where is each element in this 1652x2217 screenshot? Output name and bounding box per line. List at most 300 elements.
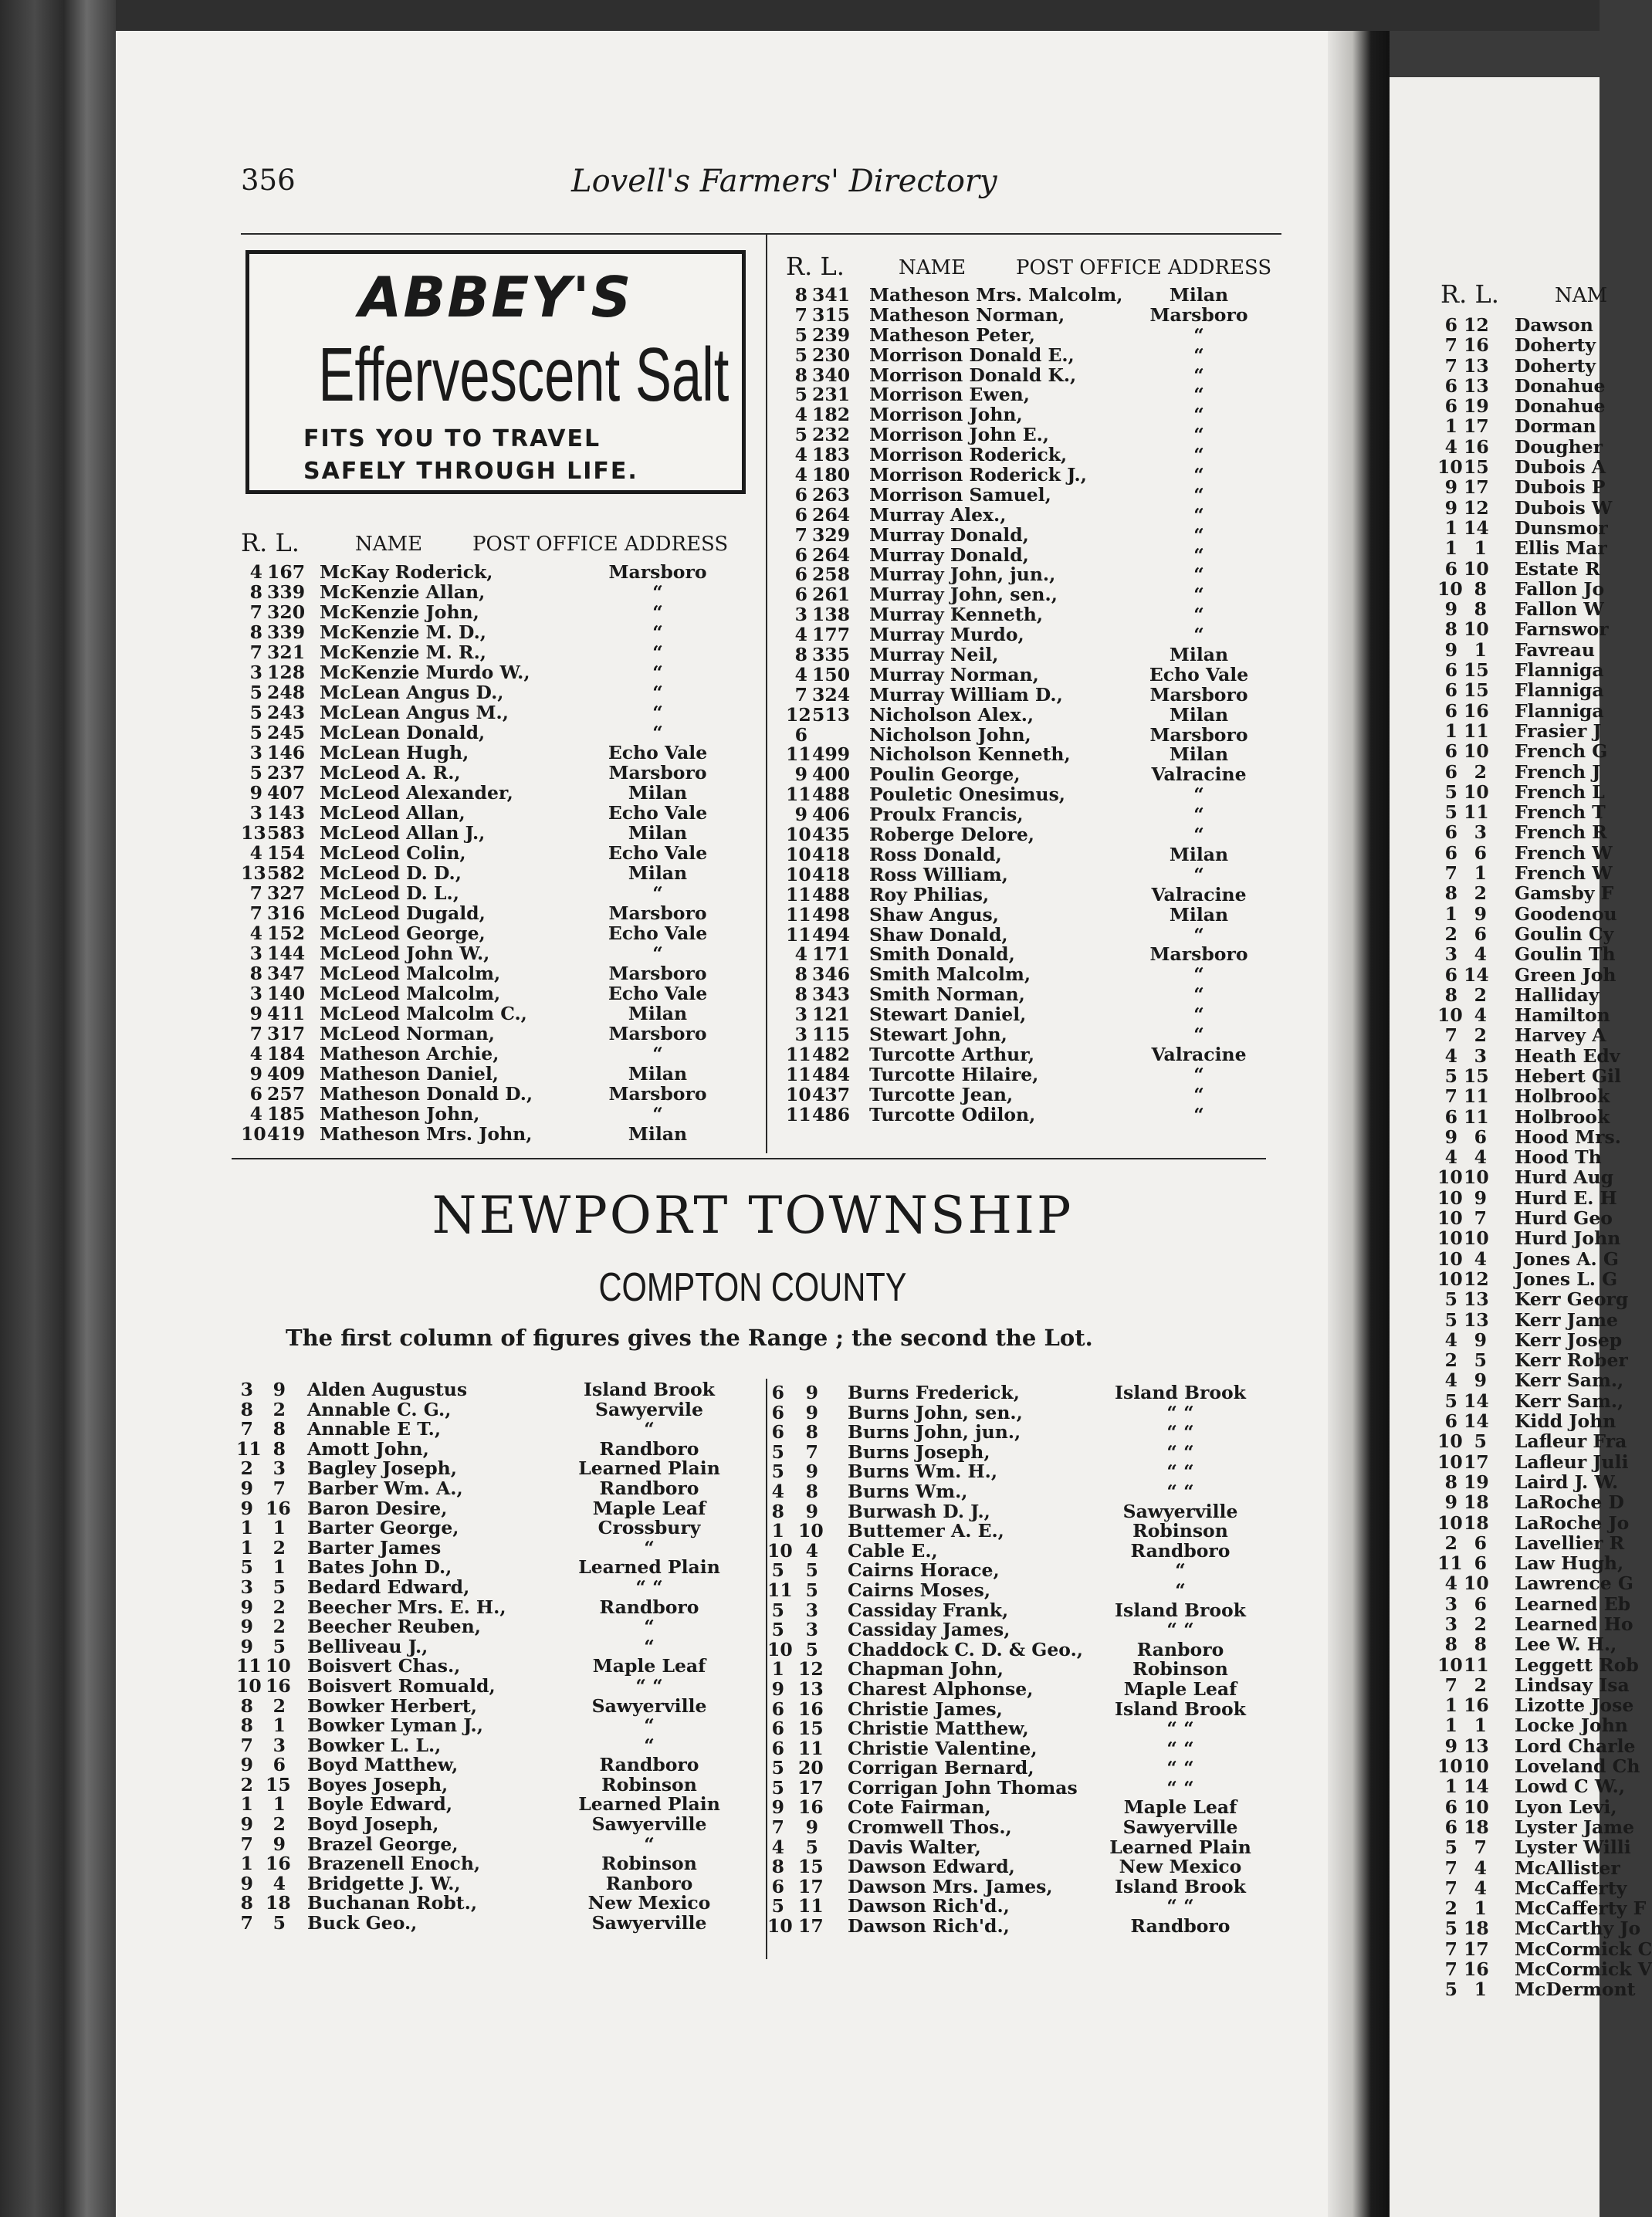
name: Murray John, jun., bbox=[869, 564, 1056, 586]
range: 3 bbox=[1444, 1613, 1457, 1635]
name: Murray Alex., bbox=[869, 503, 1007, 526]
range: 8 bbox=[249, 963, 262, 984]
name: Matheson Mrs. John, bbox=[320, 1123, 533, 1145]
list-item bbox=[786, 323, 1280, 346]
name: McLeod Norman, bbox=[320, 1023, 495, 1044]
lot: 15 bbox=[798, 1718, 824, 1740]
name: Jones L. G bbox=[1515, 1268, 1618, 1290]
list-item bbox=[236, 1400, 738, 1420]
address: “ bbox=[644, 1833, 655, 1855]
address: Marsboro bbox=[608, 561, 707, 583]
lot: 17 bbox=[1464, 476, 1489, 499]
range: 7 bbox=[240, 1912, 253, 1934]
lot: 3 bbox=[1474, 1044, 1487, 1067]
list-item bbox=[786, 303, 1280, 326]
range: 13 bbox=[241, 822, 266, 844]
lot: 2 bbox=[273, 1536, 286, 1559]
name: Bowker Herbert, bbox=[307, 1694, 477, 1717]
address: “ bbox=[1175, 1559, 1186, 1582]
address: Randboro bbox=[1130, 1915, 1231, 1938]
lot: 8 bbox=[805, 1421, 818, 1444]
name: Doherty bbox=[1515, 354, 1596, 377]
range: 6 bbox=[771, 1382, 784, 1403]
lot: 16 bbox=[1464, 1694, 1489, 1717]
name: Matheson Mrs. Malcolm, bbox=[869, 284, 1123, 306]
range: 12 bbox=[786, 703, 811, 726]
address: “ bbox=[1193, 564, 1204, 586]
lot: 437 bbox=[812, 1083, 851, 1105]
range: 6 bbox=[1444, 841, 1457, 864]
range: 9 bbox=[240, 1477, 253, 1499]
name: Donahue bbox=[1515, 374, 1606, 397]
address: Robinson bbox=[601, 1773, 697, 1796]
lot: 184 bbox=[267, 1043, 306, 1064]
address: Milan bbox=[628, 1063, 688, 1085]
advertisement-box bbox=[245, 250, 746, 494]
address: “ bbox=[1193, 983, 1204, 1006]
range: 9 bbox=[249, 1003, 262, 1024]
lot: 486 bbox=[812, 1103, 851, 1125]
lot: 264 bbox=[812, 543, 851, 566]
lot: 17 bbox=[798, 1776, 824, 1799]
lot: 406 bbox=[812, 804, 851, 826]
address: Milan bbox=[628, 1003, 688, 1024]
list-item bbox=[767, 1897, 1269, 1917]
address: Robinson bbox=[601, 1853, 697, 1875]
list-item bbox=[241, 1064, 743, 1084]
address: Island Brook bbox=[1115, 1382, 1246, 1403]
address: Sawyerville bbox=[1122, 1816, 1238, 1839]
address: “ bbox=[652, 682, 663, 703]
name: Barter George, bbox=[307, 1517, 459, 1539]
range: 4 bbox=[794, 663, 807, 685]
directory-list-bottom-left bbox=[236, 1380, 738, 1934]
address: Learned Plain bbox=[1109, 1836, 1251, 1858]
name: Hood Mrs. bbox=[1515, 1125, 1621, 1148]
list-item bbox=[786, 585, 1280, 605]
range: 10 bbox=[1437, 456, 1463, 479]
list-item bbox=[767, 1818, 1269, 1838]
name: Laird J. W. bbox=[1515, 1471, 1619, 1493]
name: Donahue bbox=[1515, 395, 1606, 418]
range: 10 bbox=[1437, 1004, 1463, 1027]
list-item bbox=[767, 1719, 1269, 1739]
lot: 12 bbox=[1464, 314, 1489, 336]
range: 4 bbox=[249, 1043, 262, 1064]
address: “ bbox=[644, 1714, 655, 1737]
lot: 154 bbox=[267, 842, 306, 864]
list-item bbox=[236, 1637, 738, 1657]
lot: 11 bbox=[1464, 1105, 1489, 1128]
name: Doherty bbox=[1515, 334, 1596, 357]
name: Charest Alphonse, bbox=[848, 1677, 1034, 1700]
name: Ross Donald, bbox=[869, 843, 1002, 865]
list-item bbox=[241, 1024, 743, 1044]
lot: 2 bbox=[273, 1596, 286, 1618]
range: 7 bbox=[771, 1816, 784, 1839]
name: Dawson Mrs. James, bbox=[848, 1875, 1053, 1897]
name: Morrison Roderick J., bbox=[869, 464, 1087, 486]
range: 8 bbox=[794, 963, 807, 986]
name: Morrison Donald K., bbox=[869, 364, 1077, 386]
lot: 9 bbox=[805, 1500, 818, 1522]
lot: 2 bbox=[273, 1398, 286, 1420]
name: Buck Geo., bbox=[307, 1912, 418, 1934]
list-item bbox=[241, 903, 743, 923]
range: 10 bbox=[767, 1539, 793, 1562]
lot: 498 bbox=[812, 903, 851, 926]
range: 2 bbox=[1444, 1897, 1457, 1920]
address: Valracine bbox=[1151, 1043, 1247, 1065]
address: “ bbox=[1193, 543, 1204, 566]
range: 1 bbox=[771, 1658, 784, 1681]
lot: 4 bbox=[1474, 1877, 1487, 1899]
lot: 10 bbox=[1464, 557, 1489, 580]
lot: 7 bbox=[805, 1440, 818, 1463]
name: Cairns Horace, bbox=[848, 1559, 1000, 1582]
name: Poulin George, bbox=[869, 763, 1021, 786]
range: 5 bbox=[771, 1440, 784, 1463]
name: Ross William, bbox=[869, 863, 1008, 885]
list-item bbox=[236, 1874, 738, 1894]
name: Hurd E. H bbox=[1515, 1186, 1617, 1209]
name: French R bbox=[1515, 821, 1607, 844]
ad-tagline-2: SAFELY THROUGH LIFE. bbox=[303, 458, 638, 485]
lot: 18 bbox=[1464, 1491, 1489, 1514]
list-item bbox=[236, 1815, 738, 1835]
lot: 411 bbox=[267, 1003, 306, 1024]
range: 6 bbox=[1444, 679, 1457, 702]
lot: 339 bbox=[267, 581, 306, 603]
name: Turcotte Odilon, bbox=[869, 1103, 1036, 1125]
range: 4 bbox=[771, 1836, 784, 1858]
lot: 343 bbox=[812, 983, 851, 1006]
range: 10 bbox=[1437, 1450, 1463, 1473]
lot: 321 bbox=[267, 641, 306, 663]
lot: 152 bbox=[267, 922, 306, 944]
name: French G bbox=[1515, 740, 1608, 763]
address: “ bbox=[1193, 344, 1204, 366]
name: McLeod Malcolm C., bbox=[320, 1003, 527, 1024]
list-item bbox=[236, 1538, 738, 1559]
list-item bbox=[241, 843, 743, 863]
name: Boyes Joseph, bbox=[307, 1773, 449, 1796]
range: 10 bbox=[1437, 1227, 1463, 1250]
name: McCormick V bbox=[1515, 1958, 1652, 1981]
range: 8 bbox=[240, 1694, 253, 1717]
name: Proulx Francis, bbox=[869, 804, 1024, 826]
name: Lowd C W., bbox=[1515, 1775, 1626, 1798]
lot: 9 bbox=[1474, 1186, 1487, 1209]
name: Harvey A bbox=[1515, 1024, 1606, 1047]
address: Ranboro bbox=[605, 1872, 693, 1894]
lot: 10 bbox=[1464, 1227, 1489, 1250]
range: 6 bbox=[771, 1737, 784, 1759]
range: 1 bbox=[1444, 537, 1457, 560]
list-item bbox=[786, 425, 1280, 445]
lot: 6 bbox=[1474, 1125, 1487, 1148]
address: Robinson bbox=[1132, 1658, 1228, 1681]
lot: 1 bbox=[273, 1793, 286, 1816]
lot: 3 bbox=[273, 1457, 286, 1480]
name: Morrison Samuel, bbox=[869, 483, 1051, 506]
list-item bbox=[786, 785, 1280, 805]
lot: 340 bbox=[812, 364, 851, 386]
range: 10 bbox=[1437, 1653, 1463, 1676]
range: 7 bbox=[249, 882, 262, 904]
list-item bbox=[767, 1462, 1269, 1482]
list-item bbox=[767, 1521, 1269, 1542]
address: “ “ bbox=[635, 1576, 663, 1598]
range: 1 bbox=[240, 1536, 253, 1559]
lot: 245 bbox=[267, 722, 306, 743]
list-item bbox=[241, 702, 743, 723]
lot: 14 bbox=[1464, 1775, 1489, 1798]
lot: 7 bbox=[1474, 1207, 1487, 1230]
lot: 347 bbox=[267, 963, 306, 984]
lot: 1 bbox=[1474, 638, 1487, 661]
name: Cassiday James, bbox=[848, 1619, 1010, 1641]
name: Lyon Levi, bbox=[1515, 1796, 1617, 1818]
name: Boyd Matthew, bbox=[307, 1754, 459, 1776]
range: 9 bbox=[249, 1063, 262, 1085]
lot: 18 bbox=[266, 1892, 291, 1914]
name: Bowker L. L., bbox=[307, 1734, 442, 1756]
name: Matheson Archie, bbox=[320, 1043, 499, 1064]
lot: 18 bbox=[1464, 1816, 1489, 1838]
section-note: The first column of figures gives the Range ; the second the Lot. bbox=[286, 1325, 1093, 1351]
range: 2 bbox=[1444, 922, 1457, 945]
address: Marsboro bbox=[1149, 683, 1248, 706]
name: Lizotte Jose bbox=[1515, 1694, 1634, 1717]
ad-product: Effervescent Salt bbox=[318, 332, 730, 417]
address: “ “ bbox=[1166, 1421, 1194, 1444]
lot: 315 bbox=[812, 303, 851, 326]
name: Annable C. G., bbox=[307, 1398, 452, 1420]
range: 1 bbox=[771, 1520, 784, 1542]
range: 9 bbox=[240, 1813, 253, 1836]
address: Randboro bbox=[599, 1477, 699, 1499]
lot: 1 bbox=[273, 1556, 286, 1579]
lot: 513 bbox=[812, 703, 851, 726]
page-number: 356 bbox=[241, 164, 296, 197]
lot: 12 bbox=[1464, 1268, 1489, 1290]
list-item bbox=[241, 783, 743, 803]
list-item bbox=[241, 743, 743, 763]
address: “ bbox=[1193, 464, 1204, 486]
list-item bbox=[786, 503, 1280, 526]
list-item bbox=[767, 1660, 1269, 1680]
address: “ bbox=[652, 581, 663, 603]
name: Smith Malcolm, bbox=[869, 963, 1031, 986]
list-item bbox=[241, 723, 743, 743]
lot: 11 bbox=[1464, 719, 1489, 742]
list-item bbox=[236, 1694, 738, 1717]
lot: 257 bbox=[267, 1083, 306, 1105]
lot: 6 bbox=[1474, 1532, 1487, 1554]
lot: 10 bbox=[266, 1655, 291, 1677]
address: Milan bbox=[1169, 743, 1229, 766]
name: Murray Donald, bbox=[869, 543, 1029, 566]
range: 6 bbox=[1444, 374, 1457, 397]
address: “ bbox=[1193, 824, 1204, 846]
name: Boisvert Romuald, bbox=[307, 1674, 496, 1697]
name: Murray Murdo, bbox=[869, 624, 1024, 646]
name: McLean Angus D., bbox=[320, 682, 504, 703]
name: Dawson Rich'd., bbox=[848, 1915, 1010, 1938]
address: “ bbox=[1193, 444, 1204, 466]
range: 4 bbox=[794, 943, 807, 966]
range: 6 bbox=[1444, 760, 1457, 783]
address: “ bbox=[652, 943, 663, 964]
address: New Mexico bbox=[1119, 1856, 1242, 1878]
range: 11 bbox=[786, 1103, 811, 1125]
list-item bbox=[236, 1420, 738, 1440]
range: 8 bbox=[794, 644, 807, 666]
range: 10 bbox=[1437, 1755, 1463, 1778]
list-item bbox=[767, 1798, 1269, 1818]
lot: 329 bbox=[812, 523, 851, 546]
range: 10 bbox=[786, 843, 811, 865]
address: New Mexico bbox=[587, 1892, 711, 1914]
address: “ bbox=[1193, 503, 1204, 526]
address: “ bbox=[1193, 604, 1204, 626]
name: Boyle Edward, bbox=[307, 1793, 453, 1816]
lot: 146 bbox=[267, 742, 306, 763]
list-item bbox=[786, 985, 1280, 1005]
range: 11 bbox=[786, 923, 811, 946]
lot: 4 bbox=[1474, 1004, 1487, 1027]
address: “ bbox=[644, 1734, 655, 1756]
range: 11 bbox=[786, 1063, 811, 1085]
list-item bbox=[236, 1674, 738, 1697]
name: Kerr Sam., bbox=[1515, 1369, 1624, 1392]
range: 6 bbox=[771, 1697, 784, 1720]
range: 5 bbox=[771, 1559, 784, 1582]
name: Smith Norman, bbox=[869, 983, 1025, 1006]
lot: 2 bbox=[1474, 1024, 1487, 1047]
range: 3 bbox=[1444, 943, 1457, 966]
list-item bbox=[241, 943, 743, 963]
list-item bbox=[236, 1835, 738, 1855]
page-title: Lovell's Farmers' Directory bbox=[571, 164, 997, 199]
name: Turcotte Arthur, bbox=[869, 1043, 1035, 1065]
address: “ bbox=[1193, 584, 1204, 606]
range: 8 bbox=[1444, 618, 1457, 641]
lot: 316 bbox=[267, 902, 306, 924]
address: “ bbox=[1193, 424, 1204, 446]
lot: 7 bbox=[273, 1477, 286, 1499]
range: 8 bbox=[771, 1856, 784, 1878]
name: Christie Matthew, bbox=[848, 1718, 1029, 1740]
range: 1 bbox=[1444, 1775, 1457, 1798]
list-item bbox=[236, 1775, 738, 1796]
range: 6 bbox=[771, 1718, 784, 1740]
lot: 6 bbox=[1474, 1552, 1487, 1575]
lot: 1 bbox=[1474, 1714, 1487, 1737]
name: Morrison John E., bbox=[869, 424, 1049, 446]
lot: 15 bbox=[798, 1856, 824, 1878]
range: 4 bbox=[794, 464, 807, 486]
name: Ellis Mar bbox=[1515, 537, 1607, 560]
range: 5 bbox=[1444, 780, 1457, 803]
lot: 17 bbox=[798, 1915, 824, 1938]
list-item bbox=[236, 1598, 738, 1618]
range: 9 bbox=[249, 782, 262, 804]
name: Kidd John bbox=[1515, 1410, 1616, 1433]
address: “ “ bbox=[635, 1674, 663, 1697]
name: McLeod A. R., bbox=[320, 762, 461, 784]
name: Hamilton bbox=[1515, 1004, 1610, 1027]
name: Murray Neil, bbox=[869, 644, 999, 666]
list-item bbox=[236, 1736, 738, 1756]
range: 7 bbox=[794, 523, 807, 546]
name: Kerr Sam., bbox=[1515, 1389, 1624, 1412]
list-item bbox=[241, 1084, 743, 1104]
list-item bbox=[786, 965, 1280, 985]
name: Farnswor bbox=[1515, 618, 1609, 641]
list-item bbox=[241, 923, 743, 943]
lot: 20 bbox=[798, 1757, 824, 1779]
list-item bbox=[767, 1539, 1269, 1562]
name: McKenzie John, bbox=[320, 601, 479, 623]
name: Boyd Joseph, bbox=[307, 1813, 439, 1836]
name: McLeod D. L., bbox=[320, 882, 459, 904]
range: 9 bbox=[240, 1635, 253, 1657]
range: 8 bbox=[240, 1714, 253, 1737]
address: Valracine bbox=[1151, 763, 1247, 786]
list-item bbox=[786, 445, 1280, 465]
lot: 10 bbox=[1464, 1572, 1489, 1595]
lot: 243 bbox=[267, 702, 306, 723]
range: 2 bbox=[1444, 1532, 1457, 1554]
lot: 230 bbox=[812, 344, 851, 366]
address: Island Brook bbox=[1115, 1875, 1246, 1897]
lot: 339 bbox=[267, 621, 306, 643]
range: 9 bbox=[1444, 1735, 1457, 1757]
lot: 494 bbox=[812, 923, 851, 946]
lot: 1 bbox=[1474, 862, 1487, 885]
lot: 10 bbox=[1464, 1166, 1489, 1189]
ad-brand: ABBEY'S bbox=[358, 265, 633, 330]
name: Dubois P bbox=[1515, 476, 1606, 499]
name: Brazenell Enoch, bbox=[307, 1853, 481, 1875]
name: Cassiday Frank, bbox=[848, 1599, 1009, 1621]
range: 6 bbox=[794, 543, 807, 566]
address: Island Brook bbox=[1115, 1697, 1246, 1720]
name: Murray Donald, bbox=[869, 523, 1029, 546]
lot: 2 bbox=[273, 1813, 286, 1836]
lot: 4 bbox=[1474, 1146, 1487, 1169]
range: 7 bbox=[794, 683, 807, 706]
address: Echo Vale bbox=[1149, 663, 1249, 685]
lot: 5 bbox=[805, 1559, 818, 1582]
list-item bbox=[236, 1755, 738, 1775]
lot: 11 bbox=[798, 1895, 824, 1917]
list-item bbox=[767, 1640, 1269, 1660]
section-title: NEWPORT TOWNSHIP bbox=[432, 1186, 1074, 1245]
lot: 17 bbox=[1464, 1938, 1489, 1960]
range: 9 bbox=[240, 1754, 253, 1776]
lot: 171 bbox=[812, 943, 851, 966]
range: 5 bbox=[240, 1556, 253, 1579]
address: “ bbox=[1193, 863, 1204, 885]
lot: 263 bbox=[812, 483, 851, 506]
range: 10 bbox=[767, 1915, 793, 1938]
lot: 261 bbox=[812, 584, 851, 606]
name: Smith Donald, bbox=[869, 943, 1015, 966]
lot: 140 bbox=[267, 983, 306, 1004]
